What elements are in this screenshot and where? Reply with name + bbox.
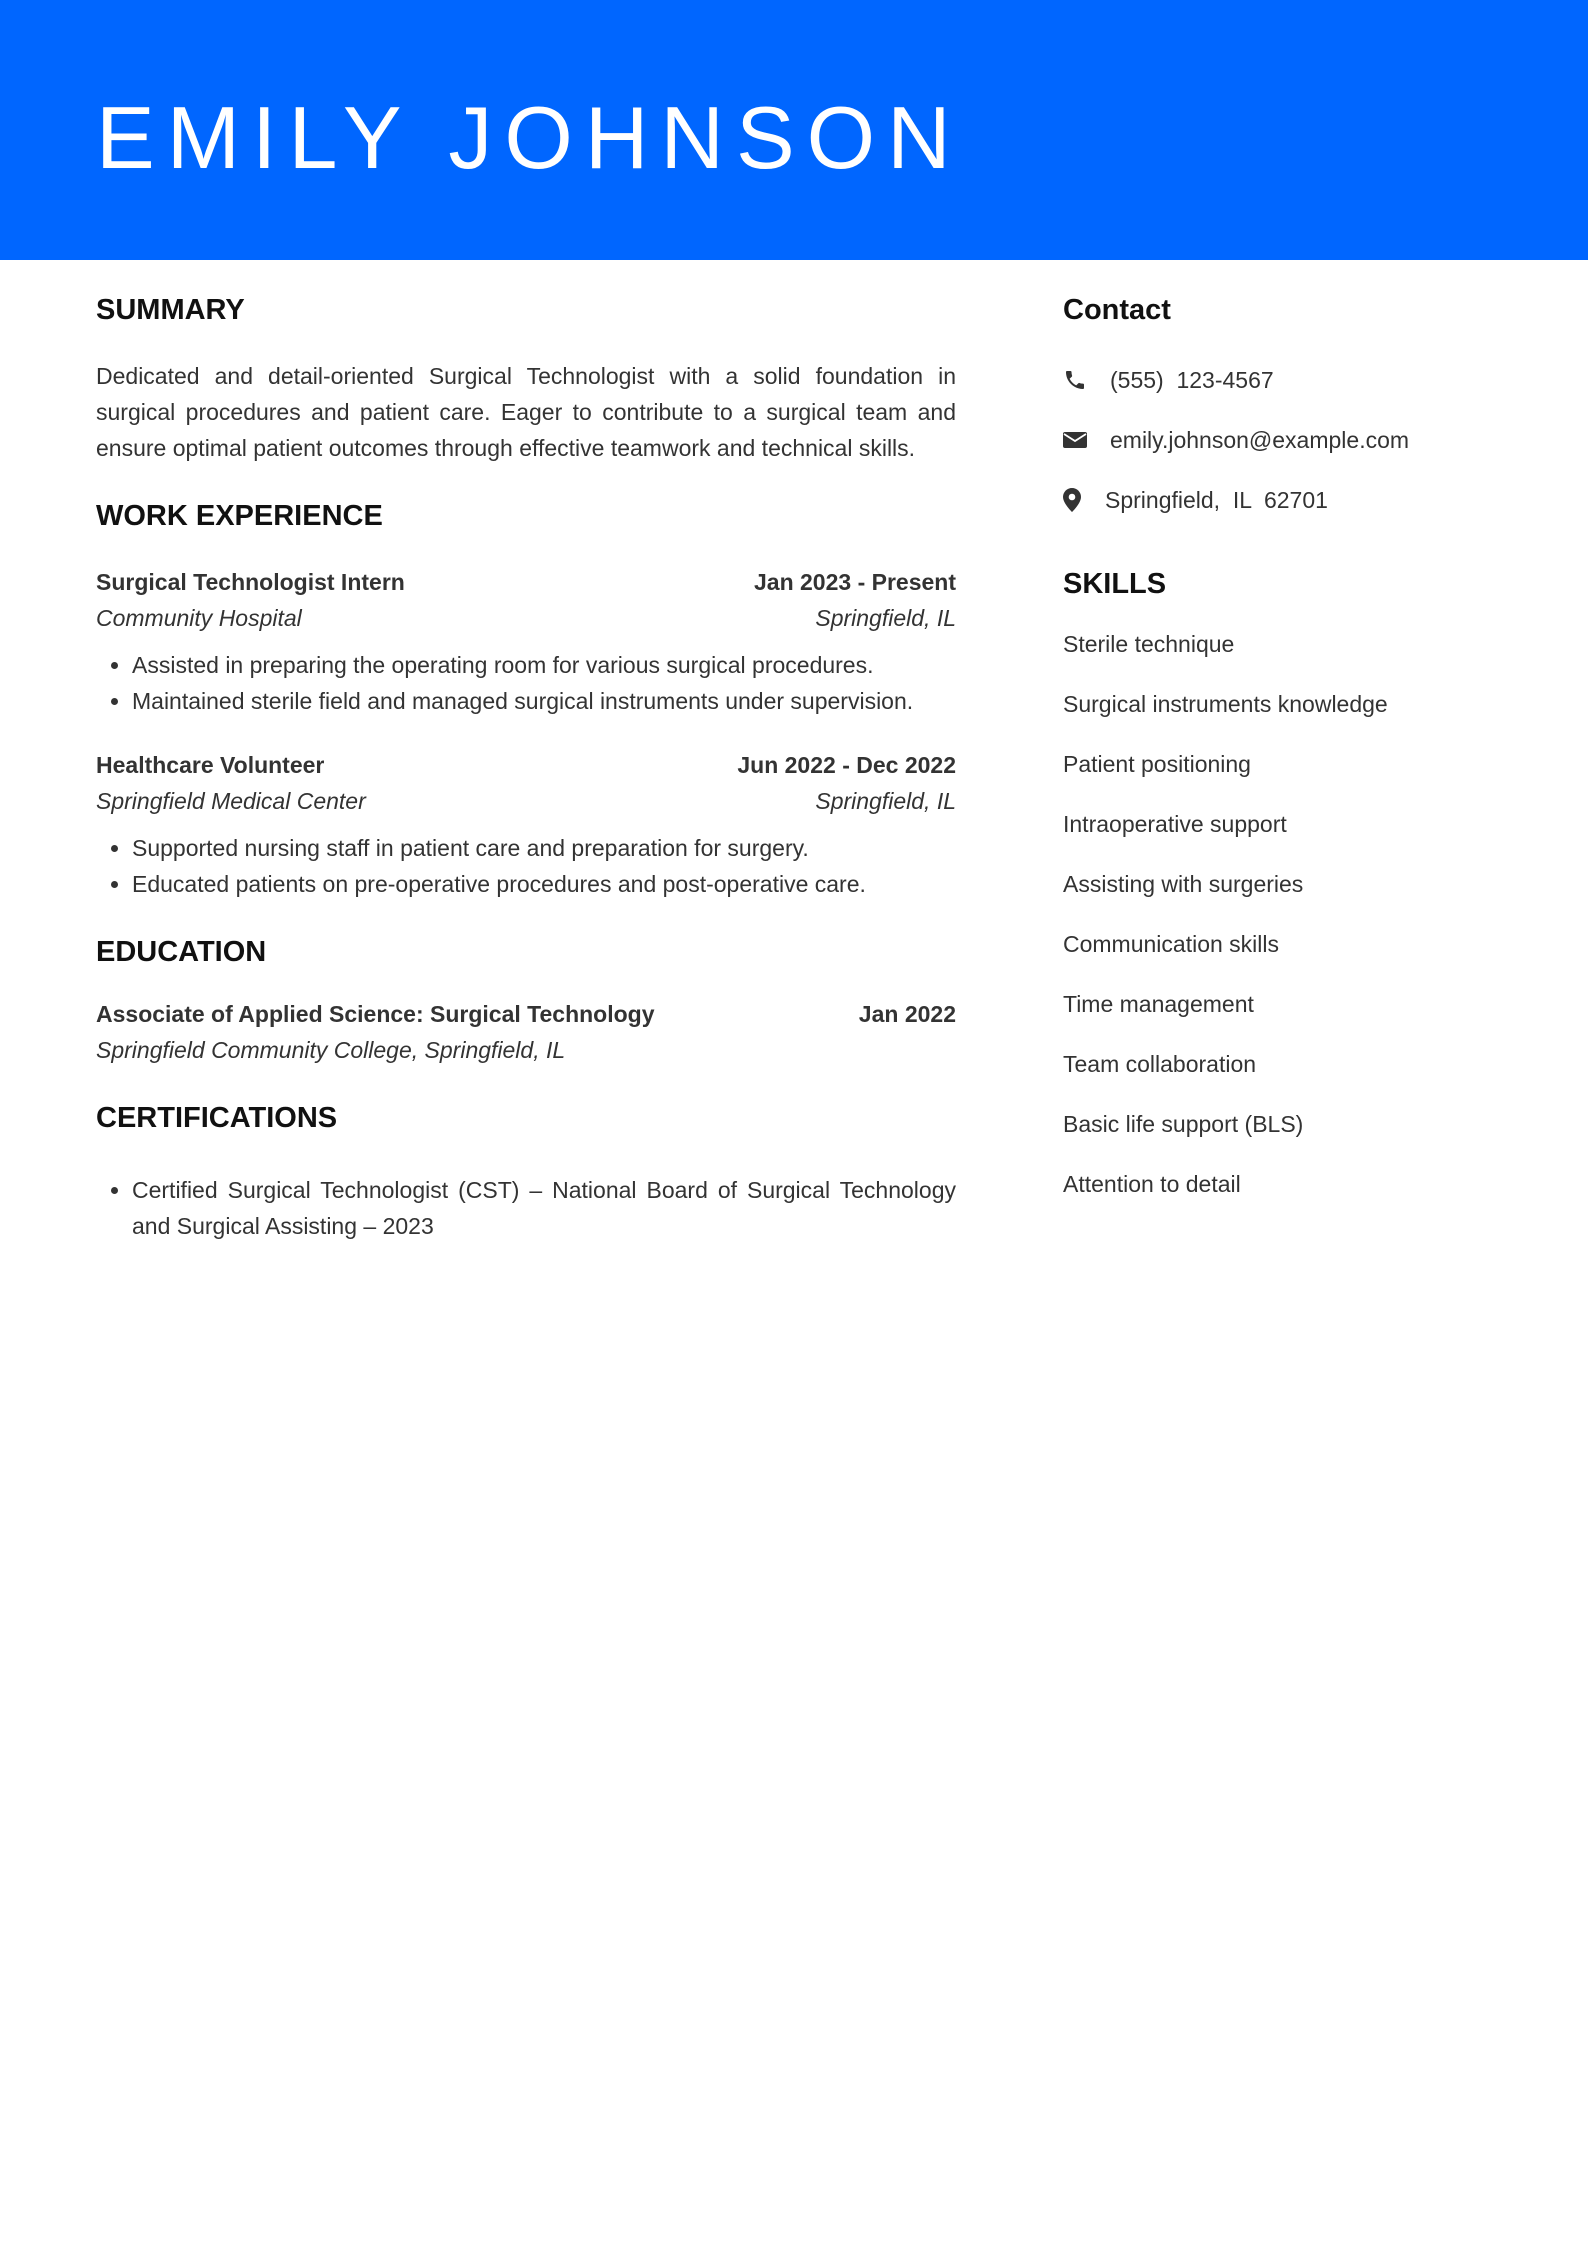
school-name: Springfield Community College, Springfield, IL xyxy=(96,1037,566,1063)
skill-item: Time management xyxy=(1063,991,1254,1017)
job-entry xyxy=(96,564,956,719)
job-bullet: • Supported nursing staff in patient care and preparation for surgery. xyxy=(132,830,956,866)
skill-item: Sterile technique xyxy=(1063,631,1235,657)
skills-heading: SKILLS xyxy=(1063,568,1167,600)
contact-heading: Contact xyxy=(1063,294,1171,326)
location-text: Springfield, IL 62701 xyxy=(1105,486,1328,513)
certifications-section xyxy=(96,1098,956,1244)
job-bullet: • Assisted in preparing the operating room for various surgical procedures. xyxy=(132,647,956,683)
job-bullets xyxy=(96,647,956,719)
job-dates: Jun 2022 - Dec 2022 xyxy=(737,752,956,778)
degree-date: Jan 2022 xyxy=(858,1001,956,1027)
summary-section xyxy=(96,290,956,466)
header-banner xyxy=(0,0,1588,260)
summary-heading: SUMMARY xyxy=(96,294,245,326)
skill-item: Team collaboration xyxy=(1063,1051,1257,1077)
contact-location xyxy=(1063,482,1523,518)
certifications-heading: CERTIFICATIONS xyxy=(96,1102,338,1134)
sidebar-column xyxy=(1063,290,1523,1226)
education-section xyxy=(96,932,956,1068)
skill-item: Attention to detail xyxy=(1063,1171,1241,1197)
certification-list xyxy=(96,1172,956,1244)
job-title: Healthcare Volunteer xyxy=(96,752,325,778)
job-entry xyxy=(96,747,956,902)
skill-item: Communication skills xyxy=(1063,931,1280,957)
job-location: Springfield, IL xyxy=(815,788,956,814)
education-heading: EDUCATION xyxy=(96,936,267,968)
job-dates: Jan 2023 - Present xyxy=(753,569,956,595)
job-bullets xyxy=(96,830,956,902)
education-entry xyxy=(96,996,956,1068)
phone-icon xyxy=(1063,367,1089,393)
job-title: Surgical Technologist Intern xyxy=(96,569,405,595)
map-marker-icon xyxy=(1063,487,1083,513)
skill-item: Basic life support (BLS) xyxy=(1063,1111,1304,1137)
summary-text: Dedicated and detail-oriented Surgical Technologist with a solid foundation in surgical procedures and patient care. Eager to contribute to a surgical team and ensure optimal patient outcomes through effective teamwork and technical skills. xyxy=(96,363,956,461)
work-experience-section xyxy=(96,496,956,902)
phone-number: (555) 123-4567 xyxy=(1110,366,1274,393)
main-column xyxy=(96,290,956,1244)
job-bullet: • Educated patients on pre-operative procedures and post-operative care. xyxy=(132,866,956,902)
job-bullet: • Maintained sterile field and managed surgical instruments under supervision. xyxy=(132,683,956,719)
contact-section xyxy=(1063,290,1523,518)
skills-section xyxy=(1063,564,1523,1202)
job-organization: Community Hospital xyxy=(96,605,302,631)
skills-list xyxy=(1063,626,1523,1202)
skill-item: Intraoperative support xyxy=(1063,811,1287,837)
degree-title: Associate of Applied Science: Surgical Technology xyxy=(96,1001,655,1027)
contact-list xyxy=(1063,362,1523,518)
contact-phone xyxy=(1063,362,1523,398)
envelope-icon xyxy=(1063,427,1089,453)
job-organization: Springfield Medical Center xyxy=(96,788,366,814)
email-address: emily.johnson@example.com xyxy=(1110,426,1410,453)
work-experience-heading: WORK EXPERIENCE xyxy=(96,500,383,532)
certification-item: • Certified Surgical Technologist (CST) – National Board of Surgical Technology and Surgical Assisting – 2023 xyxy=(132,1172,956,1244)
skill-item: Surgical instruments knowledge xyxy=(1063,691,1388,717)
contact-email xyxy=(1063,422,1523,458)
job-location: Springfield, IL xyxy=(815,605,956,631)
skill-item: Assisting with surgeries xyxy=(1063,871,1304,897)
candidate-name: EMILY JOHNSON xyxy=(96,88,963,187)
skill-item: Patient positioning xyxy=(1063,751,1251,777)
